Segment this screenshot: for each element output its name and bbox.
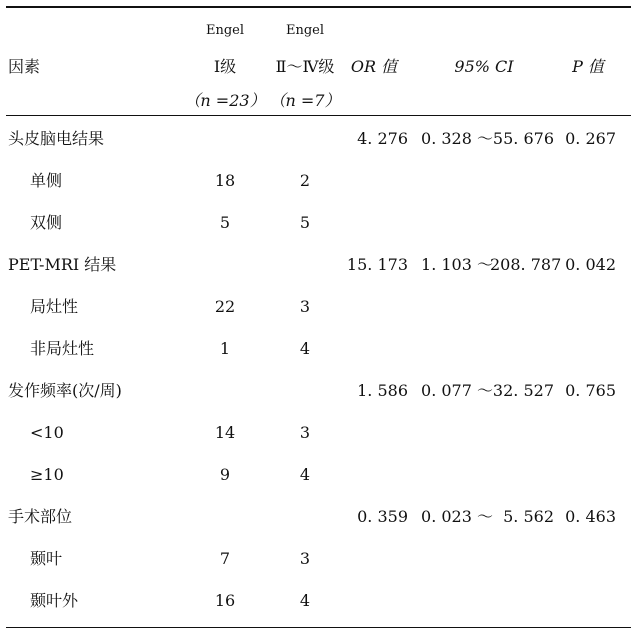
table-row-ci-high: 55. 676 xyxy=(492,129,554,148)
table-row-factor: 发作频率(次/周) xyxy=(8,381,122,400)
table-row-ci-low: 0. 328 ～ xyxy=(421,129,493,148)
table-row-ci-low: 0. 023 ～ xyxy=(421,507,493,526)
header-g1-n: （n =23） xyxy=(184,91,266,110)
table-row-g2: 2 xyxy=(299,171,311,190)
table-row-ci-low: 1. 103 ～ xyxy=(421,255,493,274)
table-row-p: 0. 267 xyxy=(565,129,616,148)
table-row-or: 0. 359 xyxy=(357,507,408,526)
table-row-g1: 14 xyxy=(214,423,236,442)
table-row-g1: 18 xyxy=(214,171,236,190)
header-g2-grade: Ⅱ～Ⅳ级 xyxy=(275,57,335,76)
table-row-or: 15. 173 xyxy=(346,255,408,274)
table-row-sub: 颞叶 xyxy=(30,549,63,568)
table-row-g1: 16 xyxy=(214,591,236,610)
table-row-g1: 22 xyxy=(214,297,236,316)
table-header-rule xyxy=(6,115,631,116)
table-row-sub: 双侧 xyxy=(30,213,63,232)
header-g2-engel: Engel xyxy=(285,23,325,38)
table-row-g1: 1 xyxy=(219,339,231,358)
table-row-sub: <10 xyxy=(30,423,64,442)
table-row-factor: 手术部位 xyxy=(8,507,73,526)
table-row-ci-high: 208. 787 xyxy=(490,255,562,274)
table-row-g2: 3 xyxy=(299,297,311,316)
table-row-g1: 9 xyxy=(219,465,231,484)
table-row-factor: 头皮脑电结果 xyxy=(8,129,105,148)
table-row-g1: 5 xyxy=(219,213,231,232)
table-row-ci-low: 0. 077 ～ xyxy=(421,381,493,400)
table-row-p: 0. 042 xyxy=(565,255,616,274)
table-row-g2: 3 xyxy=(299,549,311,568)
header-factor: 因素 xyxy=(8,57,41,76)
table-row-sub: 局灶性 xyxy=(30,297,79,316)
table-row-ci-high: 5. 562 xyxy=(503,507,554,526)
header-p: P 值 xyxy=(572,57,604,76)
header-g1-grade: Ⅰ级 xyxy=(213,57,237,76)
table-row-or: 4. 276 xyxy=(357,129,408,148)
table-row-p: 0. 463 xyxy=(565,507,616,526)
table-row-ci-high: 32. 527 xyxy=(492,381,554,400)
table-top-rule xyxy=(6,6,631,8)
table-row-factor: PET-MRI 结果 xyxy=(8,255,117,274)
table-row-sub: 颞叶外 xyxy=(30,591,79,610)
header-g2-n: （n =7） xyxy=(269,91,341,110)
table-row-g1: 7 xyxy=(219,549,231,568)
table-bottom-rule xyxy=(6,627,631,628)
header-g1-engel: Engel xyxy=(205,23,245,38)
table-row-sub: 非局灶性 xyxy=(30,339,95,358)
table-row-sub: ≥10 xyxy=(30,465,64,484)
table-row-g2: 5 xyxy=(299,213,311,232)
table-row-g2: 4 xyxy=(299,465,311,484)
table-row-sub: 单侧 xyxy=(30,171,63,190)
table-row-p: 0. 765 xyxy=(565,381,616,400)
header-or: OR 值 xyxy=(350,57,398,76)
header-ci: 95% CI xyxy=(454,57,514,76)
table-row-g2: 4 xyxy=(299,591,311,610)
table-row-g2: 4 xyxy=(299,339,311,358)
table-row-g2: 3 xyxy=(299,423,311,442)
table-row-or: 1. 586 xyxy=(357,381,408,400)
